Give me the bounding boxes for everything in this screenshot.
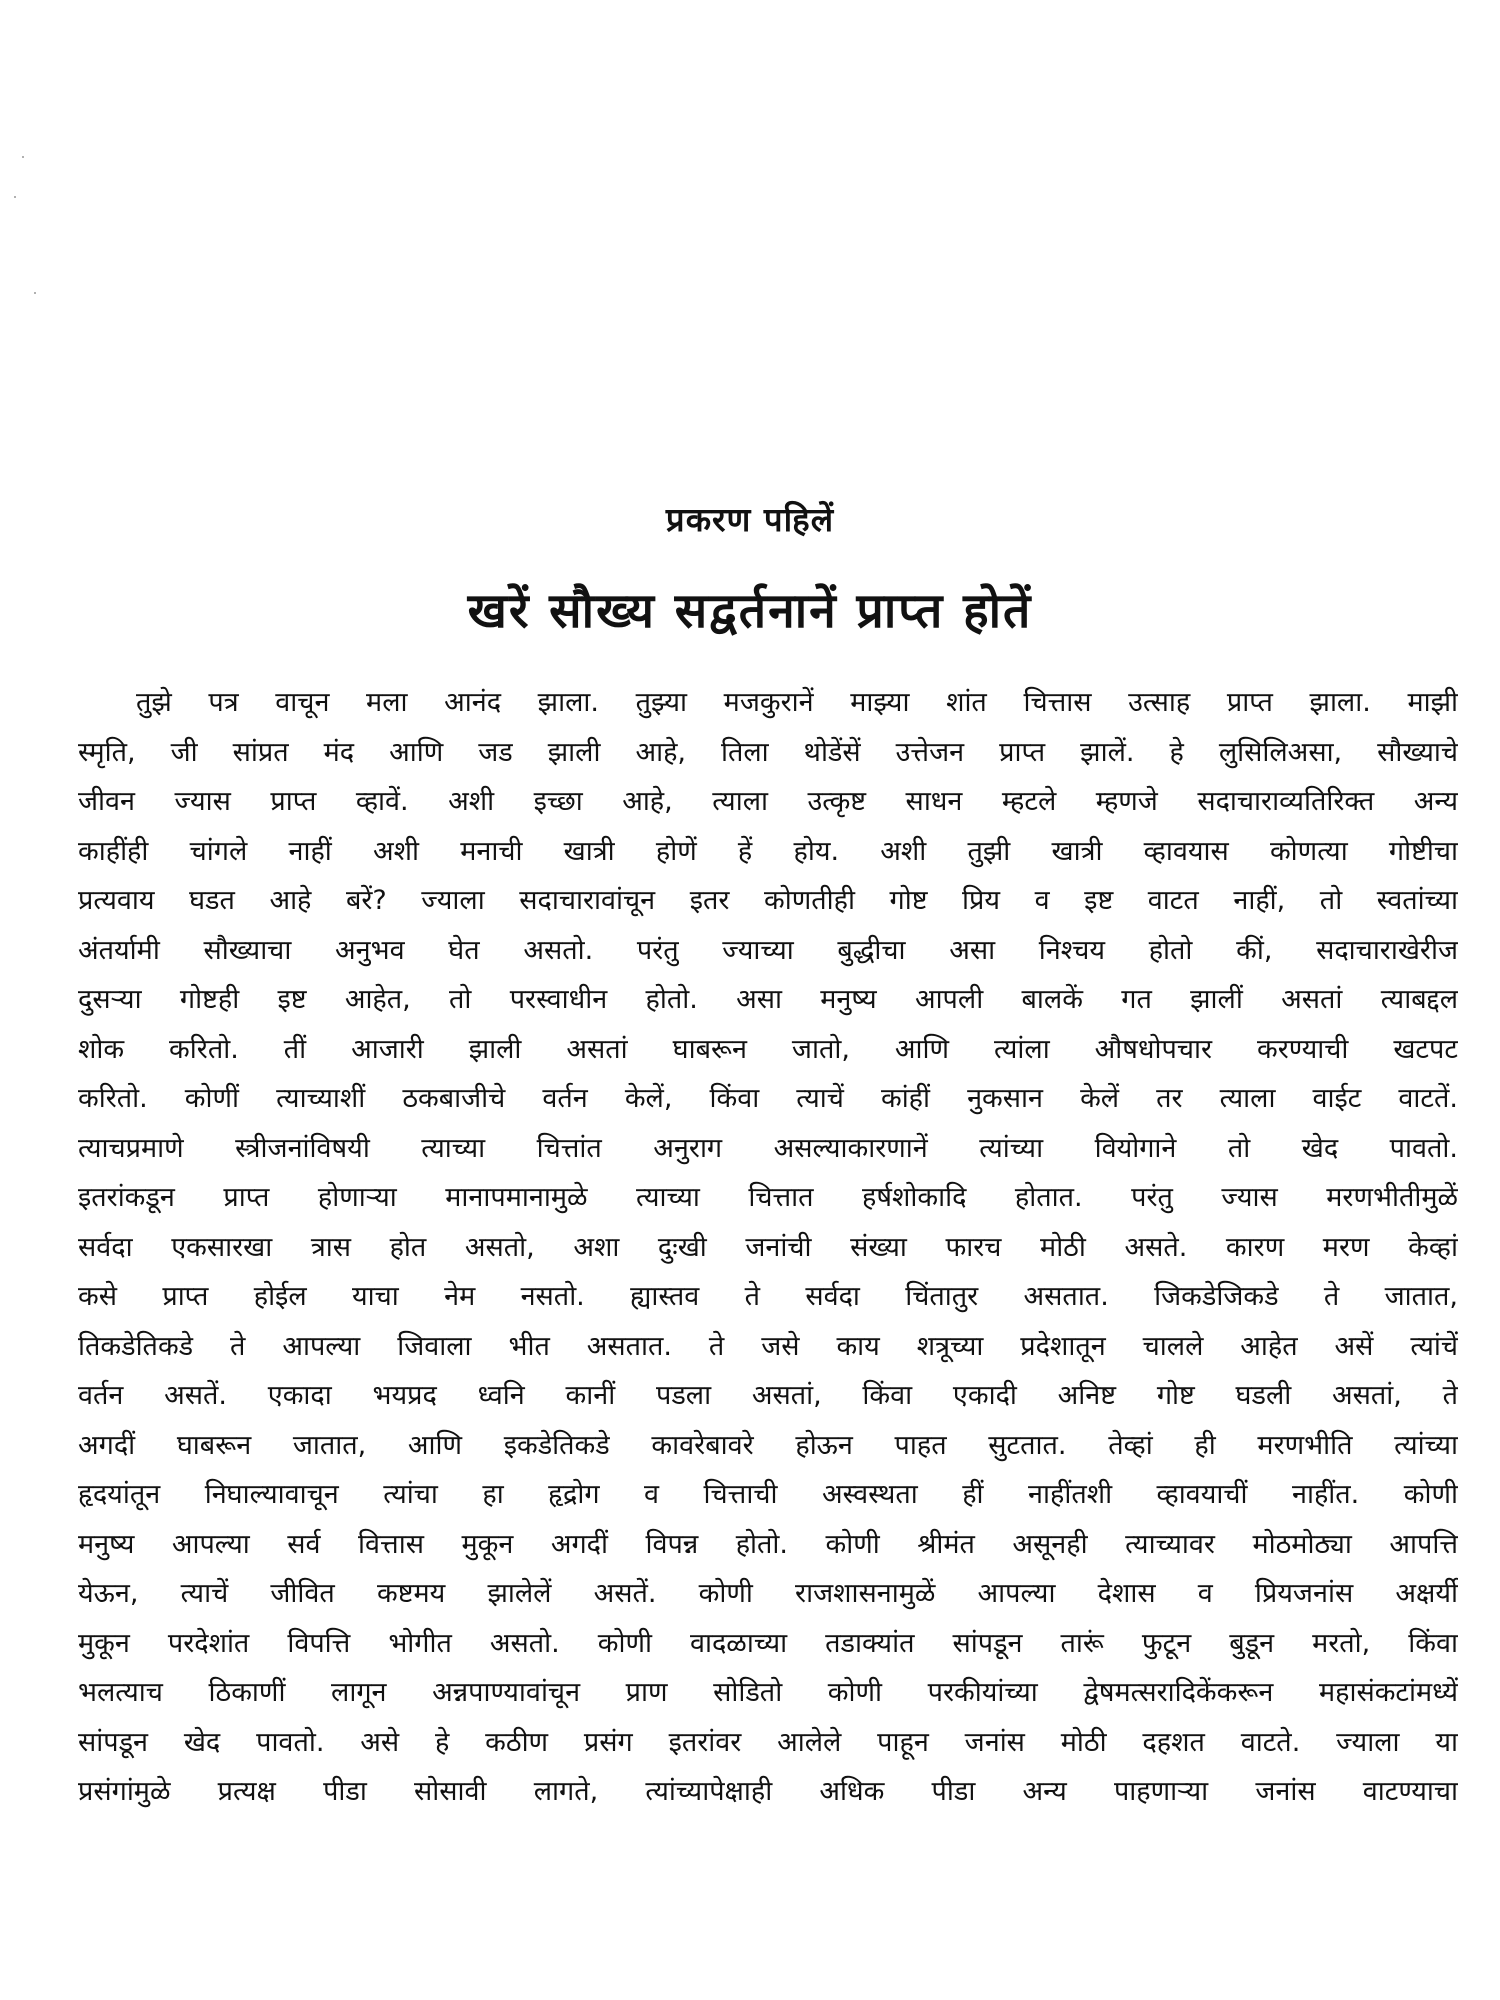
chapter-title: खरें सौख्य सद्वर्तनानें प्राप्त होतें [467,583,1033,639]
text-line: भलत्याच ठिकाणीं लागून अन्नपाण्यावांचून प्राण सोडितो कोणी परकीयांच्या द्वेषमत्सरादिकेंकरून महासंकटांमध्यें [78,1677,1458,1708]
text-line: प्रसंगांमुळे प्रत्यक्ष पीडा सोसावी लागते, त्यांच्यापेक्षाही अधिक पीडा अन्य पाहणाऱ्या जनांस वाटण्याचा [78,1776,1458,1807]
scan-speck [22,156,24,158]
text-line: दुसऱ्या गोष्टही इष्ट आहेत, तो परस्वाधीन होतो. असा मनुष्य आपली बालकें गत झालीं असतां त्याबद्दल [78,984,1458,1015]
text-line: अगदीं घाबरून जातात, आणि इकडेतिकडे कावरेबावरे होऊन पाहत सुटतात. तेव्हां ही मरणभीति त्यांच्या [78,1429,1458,1461]
text-line: काहींही चांगले नाहीं अशी मनाची खात्री होणें हें होय. अशी तुझी खात्री व्हावयास कोणत्या गोष्टीचा [78,835,1458,867]
text-line: त्याचप्रमाणे स्त्रीजनांविषयी त्याच्या चित्तांत अनुराग असल्याकारणानें त्यांच्या वियोगाने तो खेद पावतो. [78,1132,1458,1164]
text-line: शोक करितो. तीं आजारी झाली असतां घाबरून जातो, आणि त्यांला औषधोपचार करण्याची खटपट [78,1033,1458,1065]
text-line: तुझे पत्र वाचून मला आनंद झाला. तुझ्या मजकुरानें माझ्या शांत चित्तास उत्साह प्राप्त झाला. माझी [136,687,1458,718]
text-line: करितो. कोणीं त्याच्याशीं ठकबाजीचे वर्तन केलें, किंवा त्याचें कांहीं नुकसान केलें तर त्याला वाईट वाटतें. [78,1083,1458,1114]
text-line: सांपडून खेद पावतो. असे हे कठीण प्रसंग इतरांवर आलेले पाहून जनांस मोठी दहशत वाटते. ज्याला या [78,1726,1458,1758]
text-line: वर्तन असतें. एकादा भयप्रद ध्वनि कानीं पडला असतां, किंवा एकादी अनिष्ट गोष्ट घडली असतां, ते [78,1380,1458,1411]
text-line: येऊन, त्याचें जीवित कष्टमय झालेलें असतें. कोणी राजशासनामुळें आपल्या देशास व प्रियजनांस अक्षर्यी [78,1578,1458,1609]
text-line: जीवन ज्यास प्राप्त व्हावें. अशी इच्छा आहे, त्याला उत्कृष्ट साधन म्हटले म्हणजे सदाचाराव्यतिरिक्त अन्य [78,786,1458,817]
text-line: सर्वदा एकसारखा त्रास होत असतो, अशा दुःखी जनांची संख्या फारच मोठी असते. कारण मरण केव्हां [78,1231,1458,1263]
text-line: स्मृति, जी सांप्रत मंद आणि जड झाली आहे, तिला थोडेंसें उत्तेजन प्राप्त झालें. हे लुसिलिअसा, सौख्याचे [78,736,1458,768]
text-line: मनुष्य आपल्या सर्व वित्तास मुकून अगदीं विपन्न होतो. कोणी श्रीमंत असूनही त्याच्यावर मोठमोठ्या आपत्ति [78,1528,1458,1560]
text-line: हृदयांतून निघाल्यावाचून त्यांचा हा हृद्रोग व चित्ताची अस्वस्थता हीं नाहींतशी व्हावयाचीं नाहींत. कोणी [78,1479,1458,1510]
chapter-label: प्रकरण पहिलें [665,500,835,539]
body-paragraph [78,678,1458,1817]
scan-speck [34,292,36,294]
text-line: प्रत्यवाय घडत आहे बरें? ज्याला सदाचारावांचून इतर कोणतीही गोष्ट प्रिय व इष्ट वाटत नाहीं, तो स्वतांच्या [78,885,1458,916]
scan-speck [14,196,16,198]
text-line: अंतर्यामी सौख्याचा अनुभव घेत असतो. परंतु ज्याच्या बुद्धीचा असा निश्चय होतो कीं, सदाचाराखेरीज [78,934,1458,966]
text-line: मुकून परदेशांत विपत्ति भोगीत असतो. कोणी वादळाच्या तडाक्यांत सांपडून तारूं फुटून बुडून मरतो, किंवा [78,1627,1458,1659]
text-line: इतरांकडून प्राप्त होणाऱ्या मानापमानामुळे त्याच्या चित्तात हर्षशोकादि होतात. परंतु ज्यास मरणभीतीमुळें [78,1182,1458,1213]
text-line: तिकडेतिकडे ते आपल्या जिवाला भीत असतात. ते जसे काय शत्रूच्या प्रदेशातून चालले आहेत असें त्यांचें [78,1330,1458,1362]
text-line: कसे प्राप्त होईल याचा नेम नसतो. ह्यास्तव ते सर्वदा चिंतातुर असतात. जिकडेजिकडे ते जातात, [78,1281,1458,1312]
